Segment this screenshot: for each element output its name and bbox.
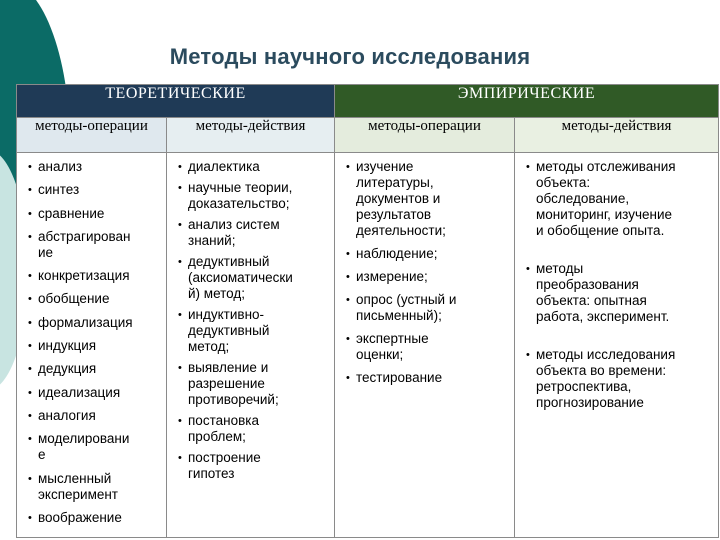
- column-empirical-operations: [335, 153, 515, 538]
- method-item: • выявление и разрешение противоречий;: [181, 360, 330, 408]
- subheader-operations-empirical: методы-операции: [335, 118, 515, 153]
- method-item: • изучение литературы, документов и результатов деятельности;: [349, 159, 510, 239]
- method-item: • моделировани е: [31, 431, 162, 463]
- method-item: • наблюдение;: [349, 246, 510, 262]
- subheader-actions-empirical: методы-действия: [515, 118, 719, 153]
- method-item: • обобщение: [31, 291, 162, 307]
- method-item: • методы преобразования объекта: опытная работа, эксперимент.: [529, 261, 714, 325]
- method-item: • построение гипотез: [181, 450, 330, 482]
- column-empirical-actions: [515, 153, 719, 538]
- column-theoretical-actions: [167, 153, 335, 538]
- method-item: • опрос (устный и письменный);: [349, 292, 510, 324]
- method-item: • научные теории, доказательство;: [181, 180, 330, 212]
- methods-table: [16, 84, 719, 538]
- subheader-actions-theoretical: методы-действия: [167, 118, 335, 153]
- method-item: • дедуктивный (аксиоматически й) метод;: [181, 254, 330, 302]
- page-title: Методы научного исследования: [169, 44, 531, 69]
- column-theoretical-operations: [17, 153, 167, 538]
- method-item: • постановка проблем;: [181, 413, 330, 445]
- method-item: • индукция: [31, 338, 162, 354]
- method-item: • измерение;: [349, 269, 510, 285]
- method-item: • тестирование: [349, 370, 510, 386]
- subheader-operations-theoretical: методы-операции: [17, 118, 167, 153]
- method-item: • дедукция: [31, 361, 162, 377]
- method-item: • синтез: [31, 182, 162, 198]
- method-item: • воображение: [31, 510, 162, 526]
- method-item: • методы отслеживания объекта: обследование, мониторинг, изучение и обобщение опыта.: [529, 159, 714, 239]
- method-item: • методы исследования объекта во времени: ретроспектива, прогнозирование: [529, 347, 714, 411]
- theoretical-header: ТЕОРЕТИЧЕСКИЕ: [17, 85, 335, 118]
- method-item: • мысленный эксперимент: [31, 471, 162, 503]
- method-item: • диалектика: [181, 159, 330, 175]
- method-item: • экспертные оценки;: [349, 331, 510, 363]
- method-item: • абстрагирован ие: [31, 229, 162, 261]
- empirical-header: ЭМПИРИЧЕСКИЕ: [335, 85, 719, 118]
- method-item: • сравнение: [31, 206, 162, 222]
- method-item: • формализация: [31, 315, 162, 331]
- method-item: • аналогия: [31, 408, 162, 424]
- method-item: • анализ: [31, 159, 162, 175]
- method-item: • идеализация: [31, 385, 162, 401]
- method-item: • индуктивно- дедуктивный метод;: [181, 307, 330, 355]
- method-item: • конкретизация: [31, 268, 162, 284]
- method-item: • анализ систем знаний;: [181, 217, 330, 249]
